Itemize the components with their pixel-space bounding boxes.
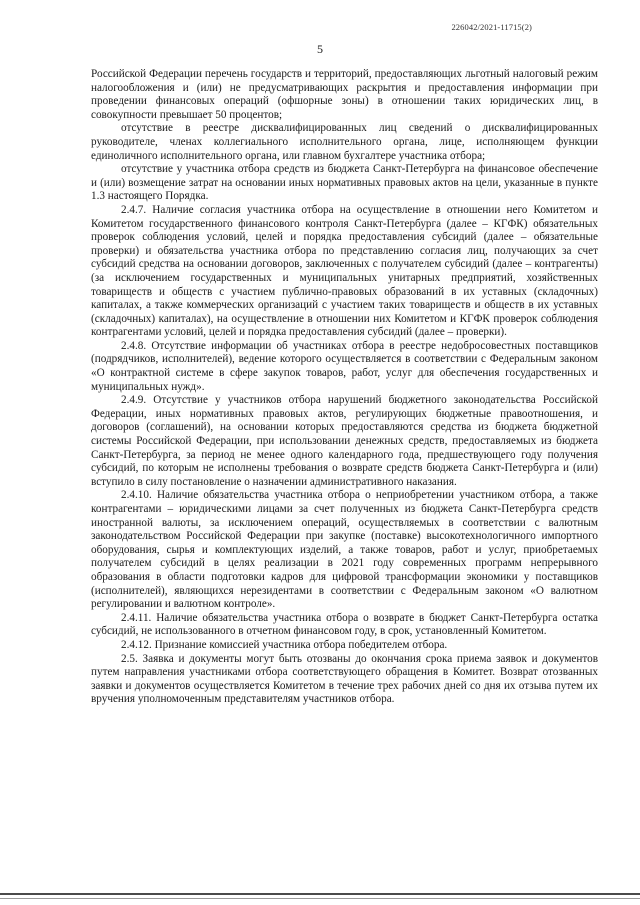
scan-edge-line	[0, 893, 640, 895]
paragraph-2-4-8: 2.4.8. Отсутствие информации об участниках отбора в реестре недобросовестных поставщиков (подрядчиков, исполнителей), ведение которого осуществляется в соответствии с Федеральным законом «О контрактной системе в сфере закупок товаров, работ, услуг для обеспечения государственных и муниципальных нужд».	[91, 339, 598, 393]
paragraph-continuation: Российской Федерации перечень государств и территорий, предоставляющих льготный налоговый режим налогообложения и (или) не предусматривающих раскрытия и предоставления информации при проведении финансовых операций (офшорные зоны) в отношении таких юридических лиц, в совокупности превышает 50 процентов;	[91, 68, 598, 121]
scan-edge-line-secondary	[0, 898, 640, 899]
document-registration-number: 226042/2021-11715(2)	[451, 22, 532, 32]
paragraph-2-4-11: 2.4.11. Наличие обязательства участника отбора о возврате в бюджет Санкт-Петербурга остатка субсидий, не использованного в отчетном финансовом году, в срок, установленный Комитетом.	[91, 611, 598, 638]
paragraph-2-4-9: 2.4.9. Отсутствие у участников отбора нарушений бюджетного законодательства Российской Федерации, иных нормативных правовых актов, регулирующих бюджетные правоотношения, и договоров (соглашений), на основании которых предоставляются средства из бюджета бюджетной системы Российской Федерации, при использовании денежных средств, предоставляемых из бюджета Санкт-Петербурга, за период не менее одного календарного года, предшествующего году получения субсидий, по которым не исполнены требования о возврате средств бюджета Санкт-Петербурга и (или) вступило в силу постановление о назначении административного наказания.	[91, 394, 598, 488]
paragraph-disqualified-persons: отсутствие в реестре дисквалифицированных лиц сведений о дисквалифицированных руководителе, членах коллегиального исполнительного органа, лице, исполняющем функции единоличного исполнительного органа, или главном бухгалтере участника отбора;	[91, 122, 598, 162]
paragraph-2-5: 2.5. Заявка и документы могут быть отозваны до окончания срока приема заявок и документов путем направления участниками отбора соответствующего обращения в Комитет. Возврат отозванных заявки и документов осуществляется Комитетом в течение трех рабочих дней со дня их отзыва путем их вручения уполномоченным представителям участников отбора.	[91, 652, 598, 706]
paragraph-2-4-7: 2.4.7. Наличие согласия участника отбора на осуществление в отношении него Комитетом и Комитетом государственного финансового контроля Санкт-Петербурга (далее – КГФК) обязательных проверок соблюдения условий, целей и порядка предоставления субсидий (далее – обязательные проверки) и обязательства участника отбора по представлению согласия лиц, получающих за счет субсидий средства на основании договоров, заключенных с получателем субсидий (далее – контрагенты) (за исключением государственных и муниципальных унитарных предприятий, хозяйственных товариществ и обществ с участием публично-правовых образований в их уставных (складочных) капиталах, а также коммерческих организаций с участием таких товариществ и обществ в их уставных (складочных) капиталах), на осуществление в отношении них Комитетом и КГФК проверок соблюдения контрагентами условий, целей и порядка предоставления субсидий (далее – проверки).	[91, 203, 598, 339]
paragraph-no-budget-funds: отсутствие у участника отбора средств из бюджета Санкт-Петербурга на финансовое обеспечение и (или) возмещение затрат на основании иных нормативных правовых актов на цели, указанные в пункте 1.3 настоящего Порядка.	[91, 163, 598, 203]
paragraph-2-4-10: 2.4.10. Наличие обязательства участника отбора о неприобретении участником отбора, а также контрагентами – юридическими лицами за счет полученных из бюджета Санкт-Петербурга средств иностранной валюты, за исключением операций, осуществляемых в соответствии с валютным законодательством Российской Федерации при закупке (поставке) высокотехнологичного импортного оборудования, сырья и комплектующих изделий, а также товаров, работ и услуг, приобретаемых получателем субсидий в целях реализации в 2021 году современных программ непрерывного образования в области подготовки кадров для цифровой трансформации экономики у поставщиков (исполнителей), являющихся нерезидентами в соответствии с Федеральным законом «О валютном регулировании и валютном контроле».	[91, 489, 598, 611]
document-body	[91, 68, 598, 707]
page-number: 5	[317, 42, 323, 56]
paragraph-2-4-12: 2.4.12. Признание комиссией участника отбора победителем отбора.	[121, 638, 448, 651]
